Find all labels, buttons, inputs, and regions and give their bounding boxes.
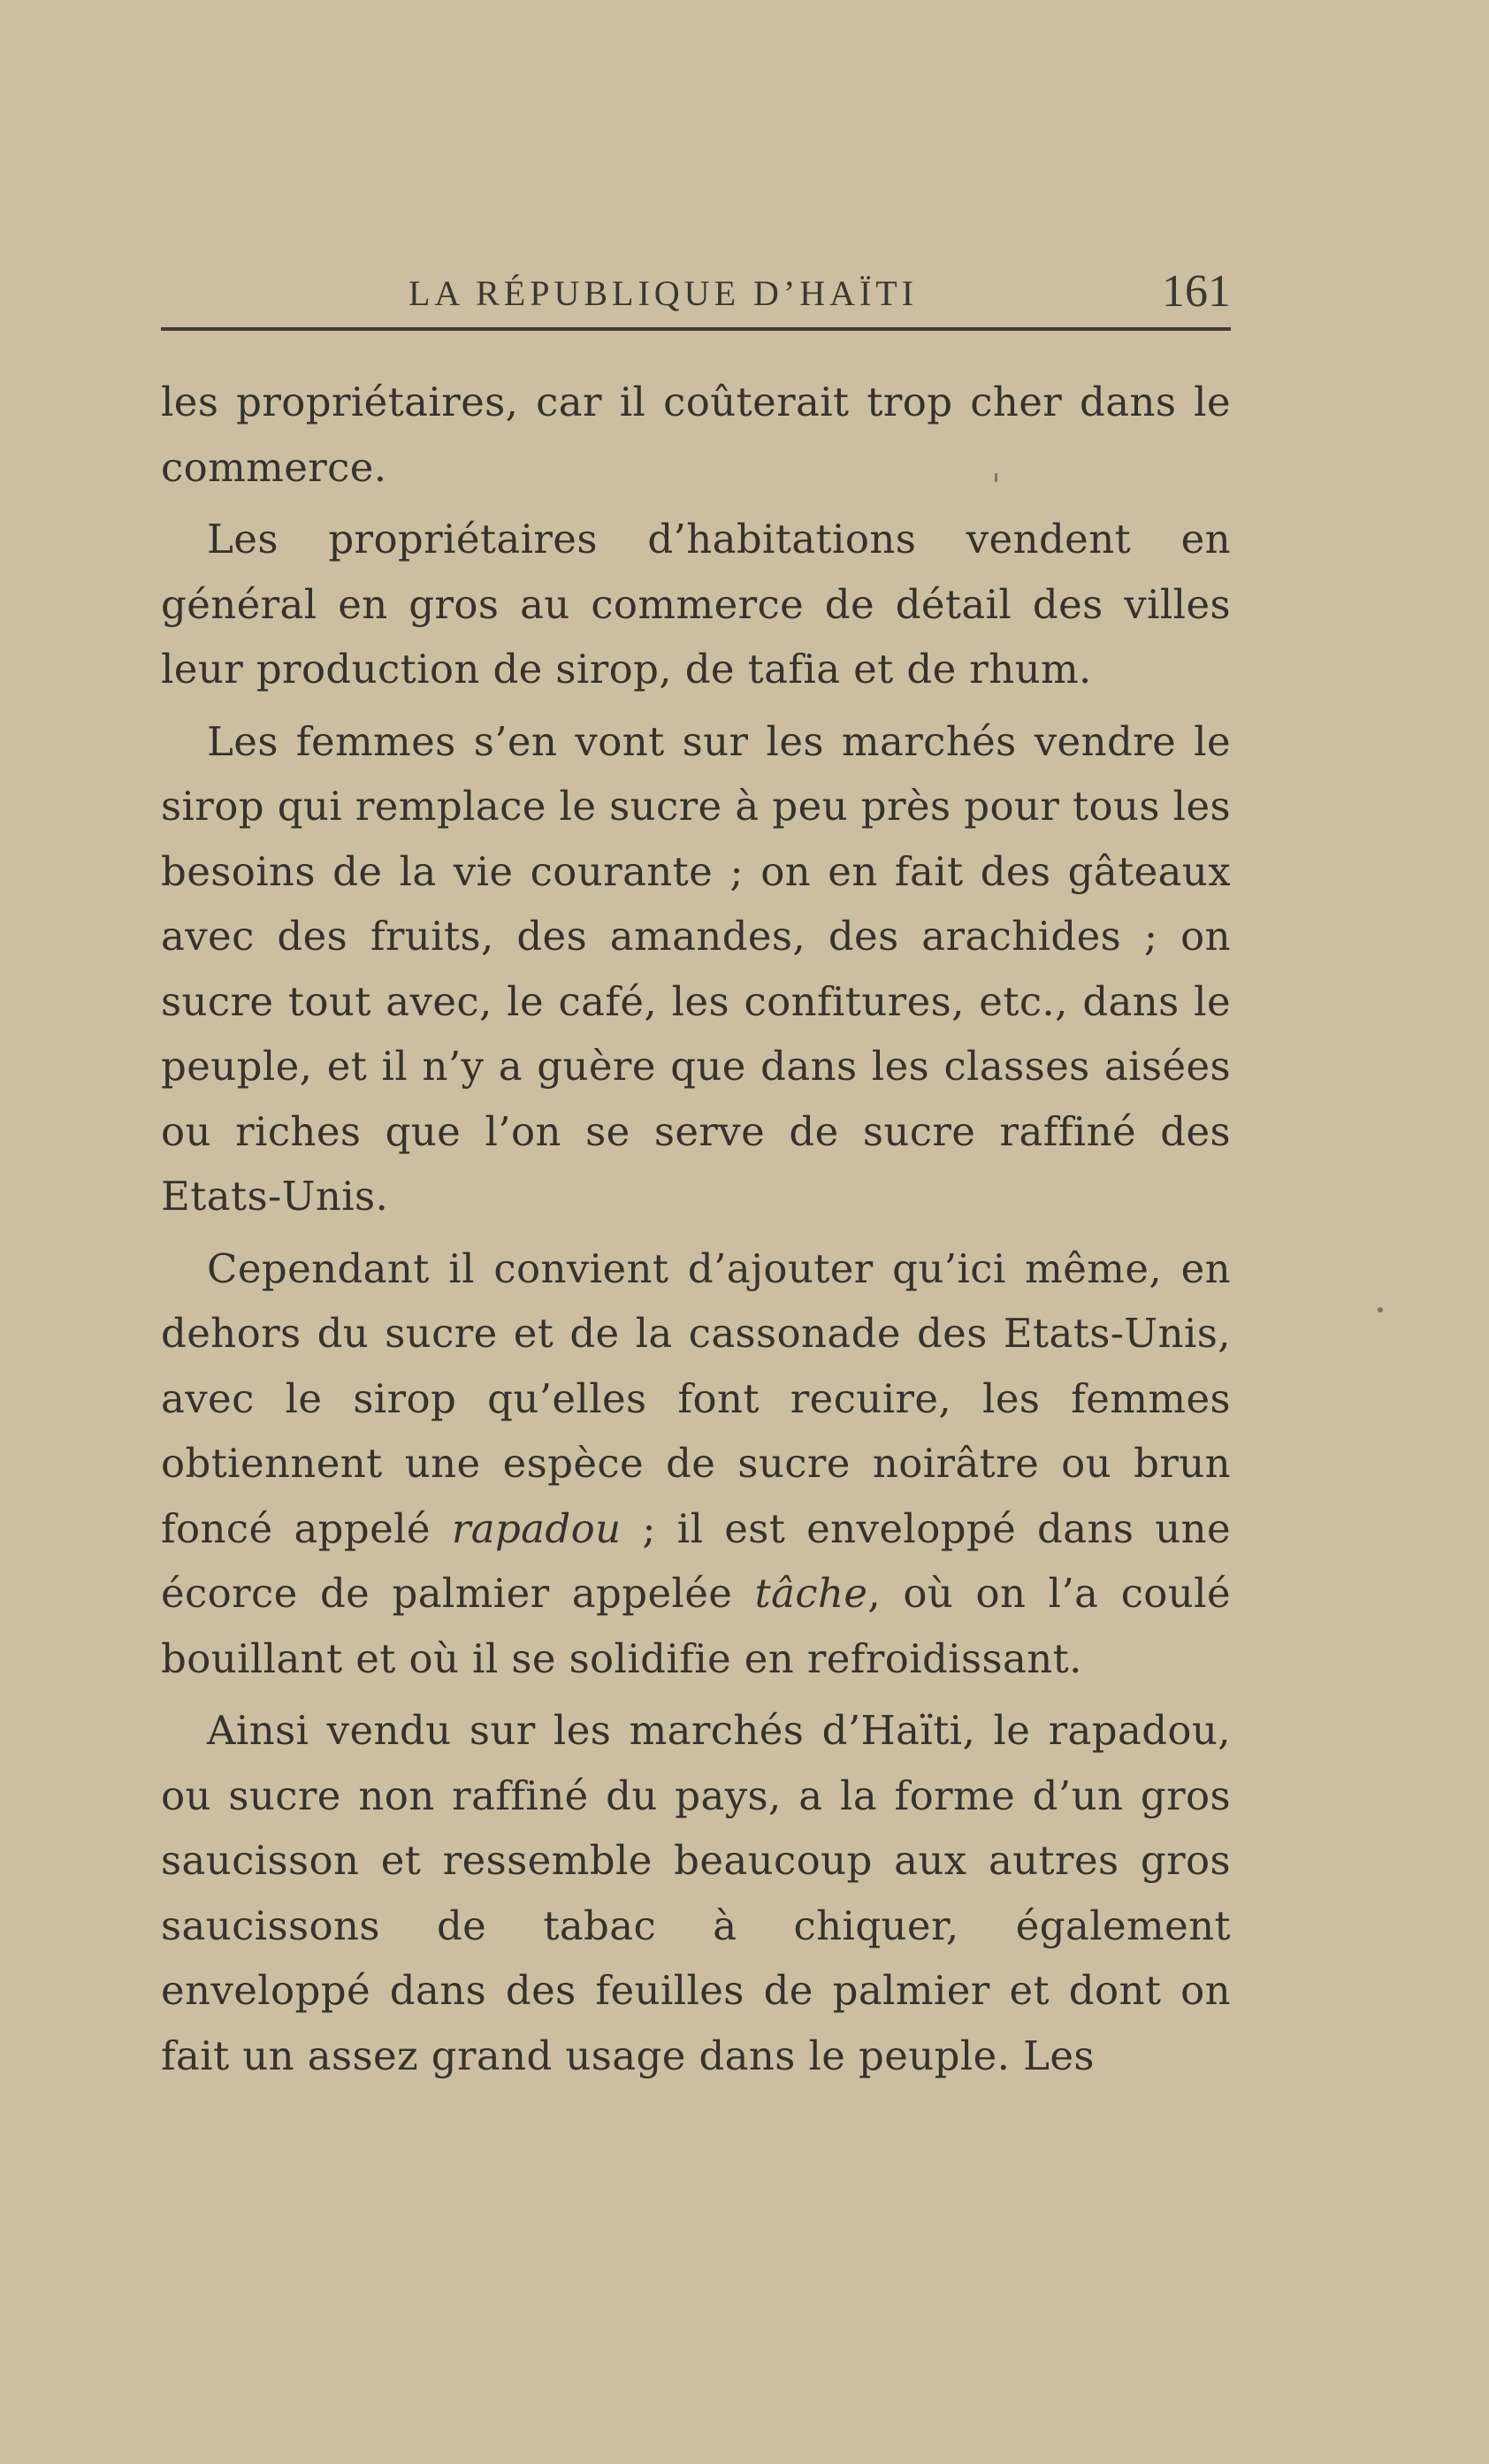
paragraph-4	[161, 1236, 1231, 1692]
paragraph-1: les propriétaires, car il coûterait trop cher dans le commerce.	[161, 379, 1231, 491]
page-number: 161	[1162, 266, 1231, 317]
paragraph-5: Ainsi vendu sur les marchés d’Haïti, le rapadou, ou sucre non raffiné du pays, a la forme d’un gros saucisson et ressemble beaucoup aux autres gros saucissons de tabac à chiquer, également enveloppé dans des feuilles de palmier et dont on fait un assez grand usage dans le peuple. Les	[161, 1707, 1231, 2079]
header-rule	[161, 327, 1231, 331]
term-rapadou: rapadou	[451, 1504, 622, 1552]
paragraph-2: Les propriétaires d’habitations vendent en général en gros au commerce de détail des villes leur production de sirop, de tafia et de rhum.	[161, 516, 1231, 693]
paragraph-4-text-a: Cependant il convient d’ajouter qu’ici même, en dehors du sucre et de la cassonade des Etats-Unis, avec le sirop qu’elles font recuire, les femmes obtiennent une espèce de sucre noirâtre ou brun foncé appelé	[161, 1244, 1231, 1552]
body-text	[161, 370, 1231, 2088]
paragraph-4-text-c: , où on l’a coulé bouillant et où il se solidifie en refroidissant.	[161, 1570, 1231, 1682]
paper-speck	[1378, 1307, 1383, 1312]
paper-speck	[995, 473, 997, 482]
running-title: LA RÉPUBLIQUE D’HAÏTI	[409, 273, 919, 313]
paragraph-4-text-b: ; il est enveloppé dans une écorce de palmier appelée	[161, 1504, 1232, 1617]
paragraph-3: Les femmes s’en vont sur les marchés vendre le sirop qui remplace le sucre à peu près pour tous les besoins de la vie courante ; on en fait des gâteaux avec des fruits, des amandes, des arachides ; on sucre tout avec, le café, les confitures, etc., dans le peuple, et il n’y a guère que dans les classes aisées ou riches que l’on se serve de sucre raffiné des Etats-Unis.	[161, 717, 1231, 1220]
running-head	[161, 265, 1240, 336]
term-tache: tâche	[754, 1570, 868, 1617]
